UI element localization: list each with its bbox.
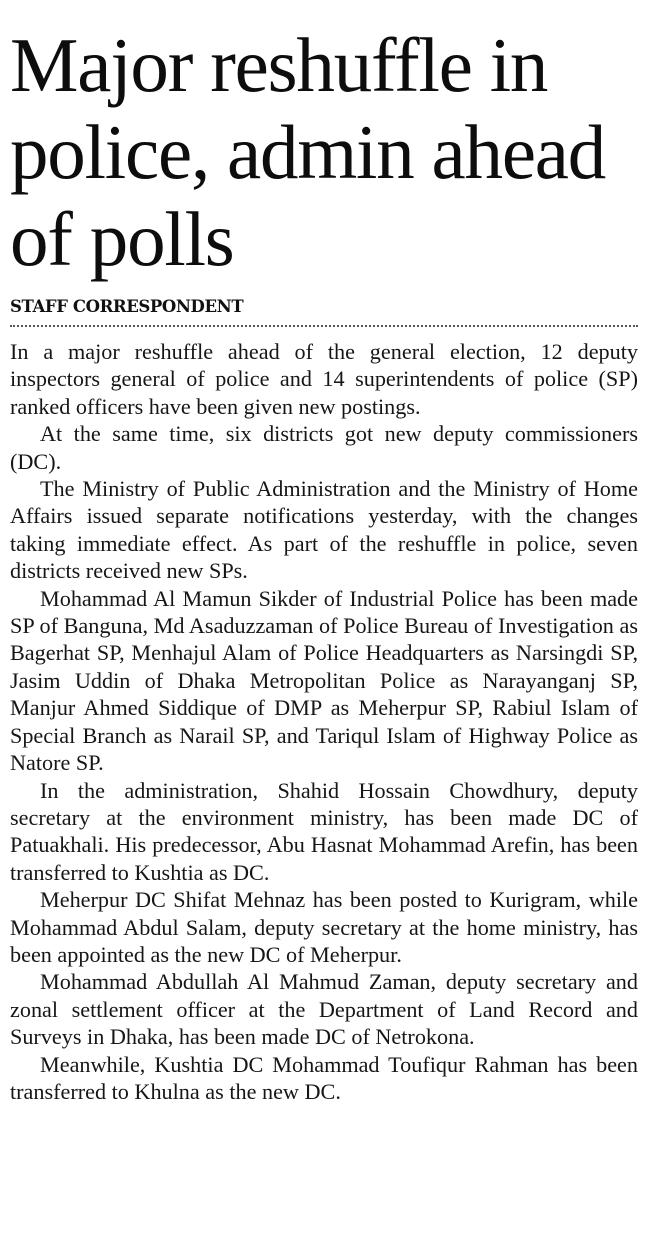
headline: Major reshuffle in police, admin ahead of polls: [10, 22, 606, 282]
paragraph: Mohammad Abdullah Al Mahmud Zaman, deputy secretary and zonal settlement officer at the Department of Land Record and Surveys in Dhaka, has been made DC of Netrokona.: [10, 969, 638, 1050]
paragraph: Meherpur DC Shifat Mehnaz has been posted to Kurigram, while Mohammad Abdul Salam, deputy secretary at the home ministry, has been appointed as the new DC of Meherpur.: [10, 887, 638, 967]
paragraph: In the administration, Shahid Hossain Chowdhury, deputy secretary at the environment ministry, has been made DC of Patuakhali. His predecessor, Abu Hasnat Mohammad Arefin, has been transferred to Kushtia as DC.: [10, 777, 638, 885]
dotted-divider: [10, 325, 638, 327]
paragraph: In a major reshuffle ahead of the general election, 12 deputy inspectors general of police and 14 superintendents of police (SP) ranked officers have been given new postings.: [10, 339, 638, 419]
paragraph: Meanwhile, Kushtia DC Mohammad Toufiqur Rahman has been transferred to Khulna as the new DC.: [10, 1051, 638, 1104]
paragraph: Mohammad Al Mamun Sikder of Industrial Police has been made SP of Banguna, Md Asaduzzaman of Police Bureau of Investigation as Bagerhat SP, Menhajul Alam of Police Headquarters as Narsingdi SP, Jasim Uddin of Dhaka Metropolitan Police as Narayanganj SP, Manjur Ahmed Siddique of DMP as Meherpur SP, Rabiul Islam of Special Branch as Narail SP, and Tariqul Islam of Highway Police as Natore SP.: [10, 585, 638, 776]
byline: STAFF CORRESPONDENT: [10, 297, 244, 316]
article-body: [10, 338, 638, 1105]
news-article: [10, 22, 638, 1105]
paragraph: The Ministry of Public Administration and the Ministry of Home Affairs issued separate notifications yesterday, with the changes taking immediate effect. As part of the reshuffle in police, seven districts received new SPs.: [10, 476, 638, 584]
paragraph: At the same time, six districts got new deputy commissioners (DC).: [10, 421, 638, 474]
